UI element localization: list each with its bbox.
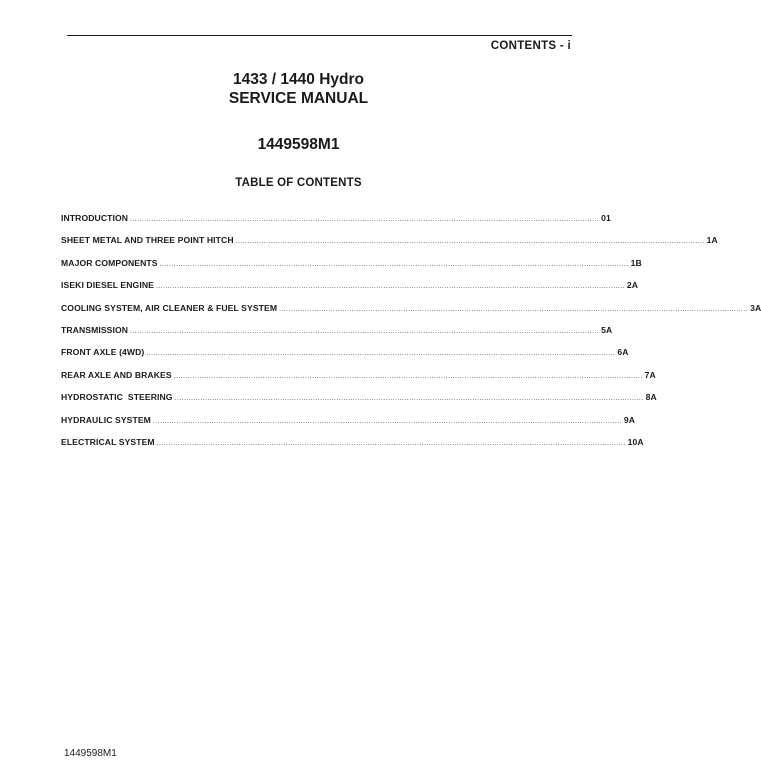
toc-entry-label: FRONT AXLE (4WD) [61,347,145,358]
toc-entry-label: TRANSMISSION [61,324,129,335]
toc-entry-front-axle[interactable] [61,347,629,369]
toc-entry-introduction[interactable] [61,213,611,235]
toc-list [61,213,761,459]
toc-entry-page: 5A [601,324,613,335]
toc-entry-sheet-metal[interactable] [61,235,718,257]
toc-heading: TABLE OF CONTENTS [235,177,362,189]
toc-entry-page: 1A [706,235,718,246]
toc-entry-engine[interactable] [61,280,639,302]
toc-entry-label: COOLING SYSTEM, AIR CLEANER & FUEL SYSTEM [61,302,278,313]
section-header: CONTENTS - i [490,40,571,52]
dot-leader: ........................................................................................................................................................................................................ [130,216,600,223]
dot-leader: ........................................................................................................................................................................................................ [146,350,616,358]
toc-entry-page: 10A [627,436,644,447]
toc-entry-steering[interactable] [61,392,657,414]
toc-entry-page: 2A [626,280,639,291]
title-model: 1433 / 1440 Hydro [233,71,364,88]
dot-leader: ........................................................................................................................................................................................................ [159,260,629,268]
title-manual: SERVICE MANUAL [228,90,369,107]
toc-entry-hydraulic-system[interactable] [61,414,636,437]
toc-entry-page: 1B [630,257,642,268]
toc-entry-electrical-system[interactable] [61,436,644,459]
dot-leader: ........................................................................................................................................................................................................ [155,283,625,291]
toc-entry-page: 01 [601,213,611,223]
part-number: 1449598M1 [257,136,340,153]
toc-entry-label: MAJOR COMPONENTS [61,257,158,268]
document-title [0,70,597,108]
toc-entry-page: 3A [750,302,761,313]
toc-entry-label: ELECTRICAL SYSTEM [61,436,155,447]
toc-entry-cooling-system[interactable] [61,302,761,325]
toc-entry-label: ISEKI DIESEL ENGINE [61,280,154,291]
dot-leader: ........................................................................................................................................................................................................ [235,238,705,246]
toc-entry-label: HYDROSTATIC STEERING [61,392,173,403]
toc-entry-page: 6A [617,347,629,358]
footer-part-number: 1449598M1 [64,748,117,759]
toc-entry-page: 9A [623,414,636,425]
toc-entry-major-components[interactable] [61,257,642,280]
dot-leader: ........................................................................................................................................................................................................ [279,305,749,313]
toc-entry-label: SHEET METAL AND THREE POINT HITCH [61,235,234,246]
toc-entry-page: 7A [644,369,656,380]
toc-entry-page: 8A [645,392,657,403]
dot-leader: ........................................................................................................................................................................................................ [174,395,644,403]
toc-entry-label: REAR AXLE AND BRAKES [61,369,172,380]
toc-entry-label: HYDRAULIC SYSTEM [61,414,151,425]
dot-leader: ........................................................................................................................................................................................................ [173,372,643,380]
toc-entry-transmission[interactable] [61,324,613,347]
dot-leader: ........................................................................................................................................................................................................ [156,439,626,447]
dot-leader: ........................................................................................................................................................................................................ [130,327,600,335]
toc-entry-rear-axle[interactable] [61,369,656,392]
dot-leader: ........................................................................................................................................................................................................ [152,417,622,425]
toc-entry-label: INTRODUCTION [61,213,129,223]
header-rule [67,35,572,36]
